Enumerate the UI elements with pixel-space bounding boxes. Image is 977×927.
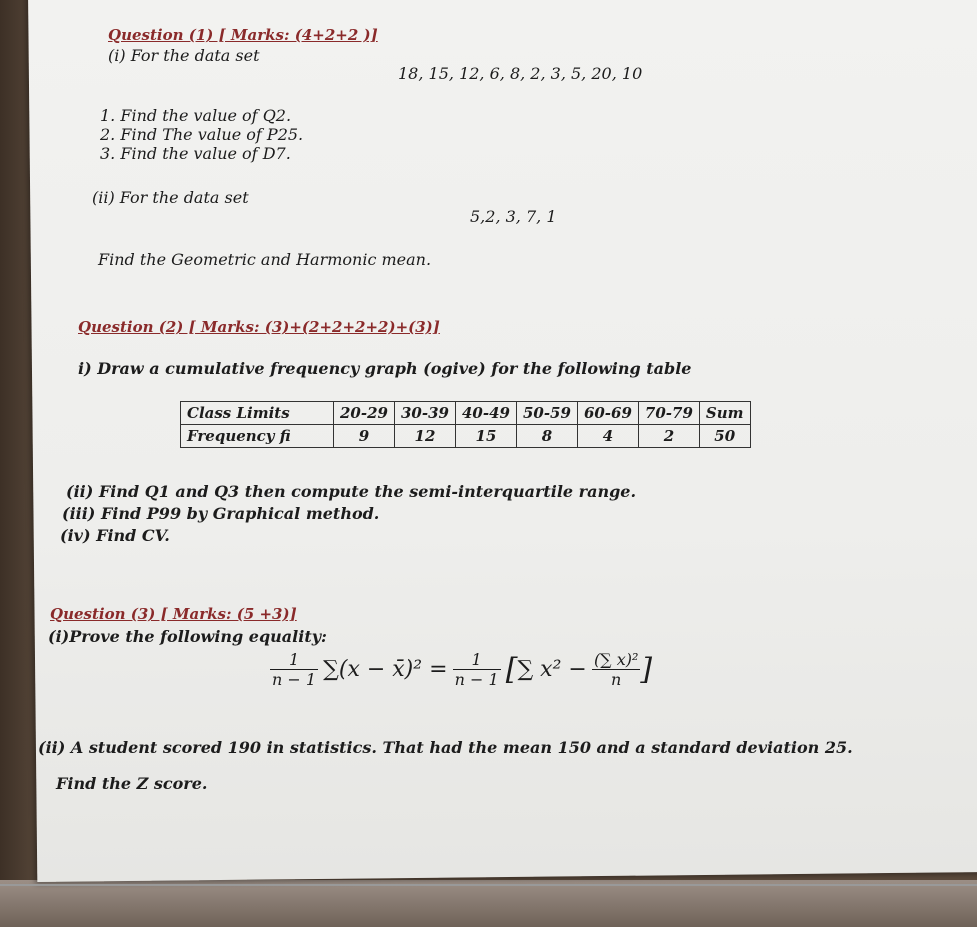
q1-part-i: (i) For the data set (108, 46, 260, 65)
right-bracket: ] (640, 652, 653, 687)
denominator: n (611, 670, 622, 689)
fraction-left (270, 650, 318, 689)
q1-item-3: 3. Find the value of D7. (100, 144, 291, 163)
q1-instruction: Find the Geometric and Harmonic mean. (98, 250, 432, 269)
row-label-frequency: Frequency fi (181, 425, 334, 448)
q1-heading: Question (1) [ Marks: (4+2+2 )] (108, 26, 378, 44)
fraction-inner (592, 650, 640, 689)
q2-heading: Question (2) [ Marks: (3)+(2+2+2+2)+(3)] (78, 318, 440, 336)
q3-heading: Question (3) [ Marks: (5 +3)] (50, 605, 297, 623)
q2-part-ii: (ii) Find Q1 and Q3 then compute the semi-interquartile range. (66, 482, 637, 501)
frequency-cell: 9 (334, 425, 395, 448)
class-cell: 60-69 (577, 402, 638, 425)
numerator: (∑ x)² (593, 650, 639, 669)
table-row (181, 402, 751, 425)
variance-formula (270, 650, 652, 689)
class-cell: Sum (699, 402, 750, 425)
q1-item-2: 2. Find The value of P25. (100, 125, 304, 144)
row-label-class-limits: Class Limits (181, 402, 334, 425)
q3-part-i: (i)Prove the following equality: (48, 627, 327, 646)
q3-part-ii: (ii) A student scored 190 in statistics. That had the mean 150 and a standard deviation 25. (38, 738, 853, 757)
sum-left: ∑(x − x̄)² = (323, 657, 448, 682)
q1-part-ii: (ii) For the data set (92, 188, 249, 207)
frequency-cell: 12 (394, 425, 455, 448)
frequency-cell: 4 (577, 425, 638, 448)
q3-part-ii-cont: Find the Z score. (56, 774, 208, 793)
paper-edge (0, 884, 977, 886)
background-bottom (0, 880, 977, 927)
fraction-right (453, 650, 501, 689)
table-row (181, 425, 751, 448)
q1-data-ii: 5,2, 3, 7, 1 (470, 207, 557, 226)
frequency-table (180, 401, 751, 448)
frequency-cell: 50 (699, 425, 750, 448)
class-cell: 70-79 (638, 402, 699, 425)
q2-part-i: i) Draw a cumulative frequency graph (ogive) for the following table (78, 359, 692, 378)
q2-part-iii: (iii) Find P99 by Graphical method. (62, 504, 380, 523)
denominator: n − 1 (454, 670, 499, 689)
class-cell: 50-59 (516, 402, 577, 425)
denominator: n − 1 (272, 670, 317, 689)
frequency-cell: 8 (516, 425, 577, 448)
class-cell: 30-39 (394, 402, 455, 425)
q1-item-1: 1. Find the value of Q2. (100, 106, 292, 125)
numerator: 1 (270, 650, 318, 670)
frequency-cell: 2 (638, 425, 699, 448)
class-cell: 20-29 (334, 402, 395, 425)
class-cell: 40-49 (455, 402, 516, 425)
frequency-cell: 15 (455, 425, 516, 448)
q2-part-iv: (iv) Find CV. (60, 526, 170, 545)
sum-x-squared: ∑ x² − (517, 657, 587, 682)
left-bracket: [ (505, 652, 518, 687)
q1-data-i: 18, 15, 12, 6, 8, 2, 3, 5, 20, 10 (398, 64, 643, 83)
numerator: 1 (453, 650, 501, 670)
